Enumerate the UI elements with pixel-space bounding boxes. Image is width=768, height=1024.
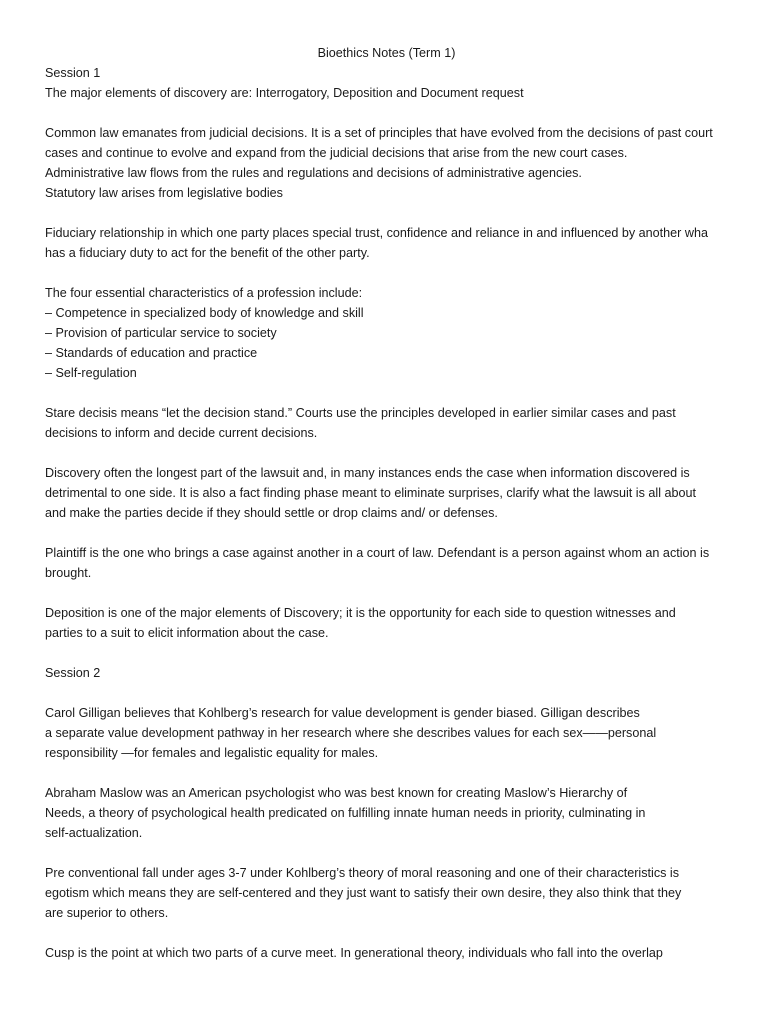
text-line: Session 2: [45, 666, 101, 680]
text-line: Pre conventional fall under ages 3-7 under Kohlberg’s theory of moral reasoning and one of their characteristics is: [45, 866, 680, 880]
text-line: egotism which means they are self-centered and they just want to satisfy their own desire, they also think that they: [45, 886, 682, 900]
text-line: Needs, a theory of psychological health predicated on fulfilling innate human needs in priority, culminating in: [45, 806, 646, 820]
text-line: parties to a suit to elicit information about the case.: [45, 626, 329, 640]
text-line: Session 1: [45, 66, 101, 80]
text-line: The major elements of discovery are: Interrogatory, Deposition and Document request: [45, 86, 524, 100]
text-line: decisions to inform and decide current decisions.: [45, 426, 318, 440]
paragraph: [45, 283, 728, 383]
paragraph-gap: [45, 103, 728, 123]
paragraph: [45, 863, 728, 923]
text-line: Fiduciary relationship in which one party places special trust, confidence and reliance in and influenced by another wha: [45, 226, 708, 240]
text-line: – Provision of particular service to society: [45, 326, 277, 340]
paragraph-gap: [45, 263, 728, 283]
paragraph: [45, 783, 728, 843]
paragraph: [45, 543, 728, 583]
text-line: and make the parties decide if they should settle or drop claims and/ or defenses.: [45, 506, 498, 520]
paragraph: [45, 663, 728, 683]
text-line: Common law emanates from judicial decisions. It is a set of principles that have evolved from the decisions of past court: [45, 126, 713, 140]
text-line: – Competence in specialized body of knowledge and skill: [45, 306, 364, 320]
text-line: are superior to others.: [45, 906, 169, 920]
text-line: – Self-regulation: [45, 366, 137, 380]
document-body: [45, 63, 728, 963]
paragraph-gap: [45, 643, 728, 663]
text-line: Discovery often the longest part of the lawsuit and, in many instances ends the case when information discovered is: [45, 466, 690, 480]
text-line: Cusp is the point at which two parts of a curve meet. In generational theory, individuals who fall into the overlap: [45, 946, 663, 960]
paragraph-gap: [45, 443, 728, 463]
text-line: brought.: [45, 566, 92, 580]
paragraph-gap: [45, 523, 728, 543]
text-line: cases and continue to evolve and expand from the judicial decisions that arise from the new court cases.: [45, 146, 628, 160]
paragraph: [45, 123, 728, 203]
paragraph: [45, 223, 728, 263]
paragraph: [45, 403, 728, 443]
paragraph-gap: [45, 583, 728, 603]
text-line: Plaintiff is the one who brings a case against another in a court of law. Defendant is a person against whom an action is: [45, 546, 710, 560]
text-line: Statutory law arises from legislative bodies: [45, 186, 283, 200]
text-line: responsibility —for females and legalistic equality for males.: [45, 746, 379, 760]
paragraph-gap: [45, 383, 728, 403]
text-line: Deposition is one of the major elements of Discovery; it is the opportunity for each side to question witnesses and: [45, 606, 676, 620]
paragraph: [45, 603, 728, 643]
paragraph-gap: [45, 203, 728, 223]
paragraph: [45, 943, 728, 963]
text-line: a separate value development pathway in her research where she describes values for each sex——personal: [45, 726, 657, 740]
text-line: Carol Gilligan believes that Kohlberg’s research for value development is gender biased. Gilligan describes: [45, 706, 640, 720]
document-title: Bioethics Notes (Term 1): [317, 46, 456, 60]
paragraph: [45, 703, 728, 763]
paragraph-gap: [45, 683, 728, 703]
paragraph-gap: [45, 763, 728, 783]
paragraph: [45, 63, 728, 103]
text-line: Stare decisis means “let the decision stand.” Courts use the principles developed in earlier similar cases and past: [45, 406, 676, 420]
text-line: The four essential characteristics of a profession include:: [45, 286, 363, 300]
text-line: has a fiduciary duty to act for the benefit of the other party.: [45, 246, 370, 260]
paragraph: [45, 463, 728, 523]
text-line: Abraham Maslow was an American psychologist who was best known for creating Maslow’s Hierarchy of: [45, 786, 628, 800]
text-line: self-actualization.: [45, 826, 143, 840]
text-line: detrimental to one side. It is also a fact finding phase meant to eliminate surprises, clarify what the lawsuit is all about: [45, 486, 697, 500]
paragraph-gap: [45, 923, 728, 943]
paragraph-gap: [45, 843, 728, 863]
text-line: – Standards of education and practice: [45, 346, 258, 360]
text-line: Administrative law flows from the rules and regulations and decisions of administrative agencies.: [45, 166, 582, 180]
